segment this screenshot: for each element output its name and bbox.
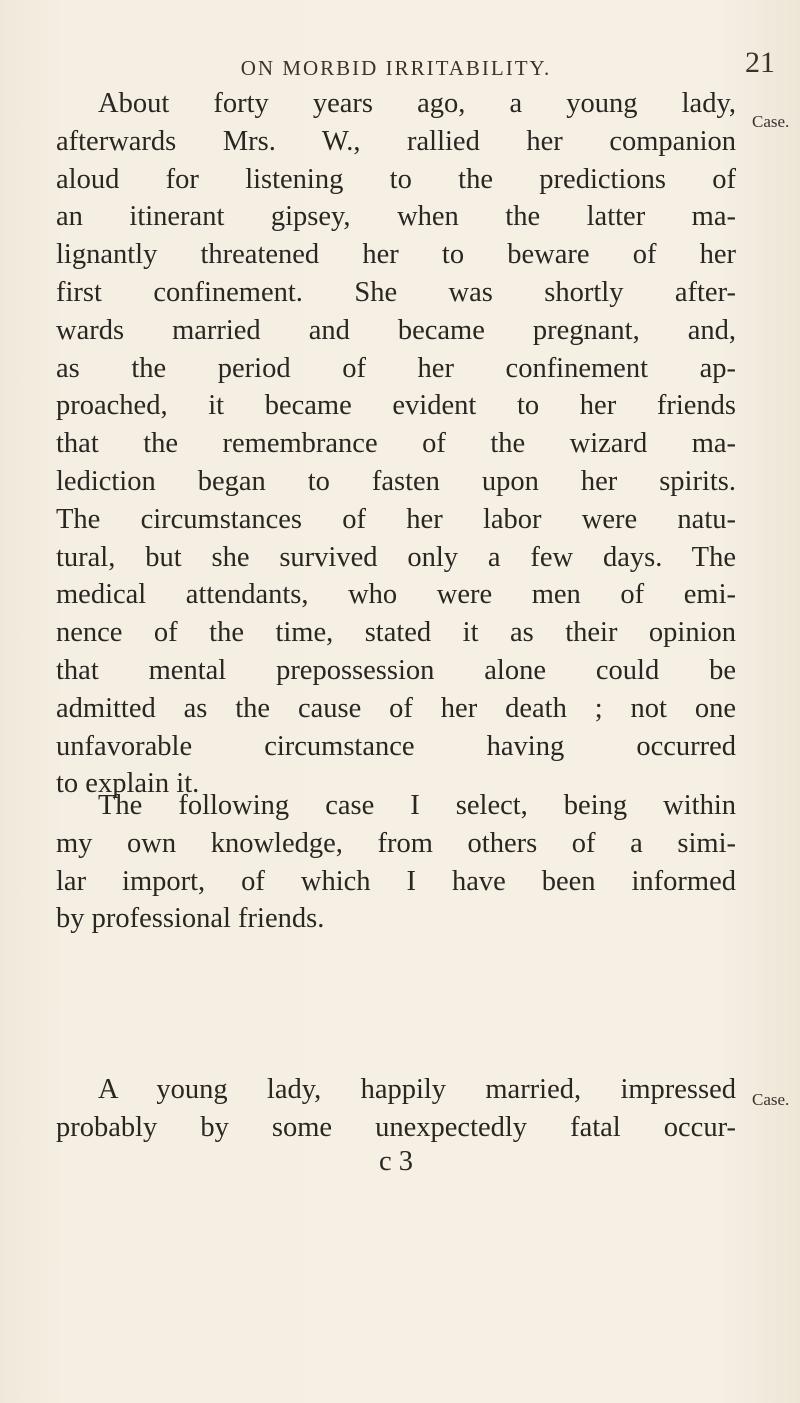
text-line: first confinement. She was shortly after- bbox=[56, 276, 736, 308]
text-line: that the remembrance of the wizard ma- bbox=[56, 428, 736, 460]
text-line: afterwards Mrs. W., rallied her companion bbox=[56, 125, 736, 157]
text-line: my own knowledge, from others of a simi- bbox=[56, 827, 736, 859]
text-line: an itinerant gipsey, when the latter ma- bbox=[56, 201, 736, 233]
text-line: admitted as the cause of her death ; not one bbox=[56, 692, 736, 724]
text-line: medical attendants, who were men of emi- bbox=[56, 579, 736, 611]
margin-note-case-1: Case. bbox=[752, 112, 790, 131]
text-line: lediction began to fasten upon her spirits. bbox=[56, 465, 736, 497]
text-line: that mental prepossession alone could be bbox=[56, 654, 736, 686]
text-line: by professional friends. bbox=[56, 903, 325, 935]
text-line: tural, but she survived only a few days. The bbox=[56, 541, 736, 573]
text-line: lar import, of which I have been informed bbox=[56, 865, 736, 897]
text-line: unfavorable circumstance having occurred bbox=[56, 730, 736, 762]
text-line: as the period of her confinement ap- bbox=[56, 352, 736, 384]
text-line: aloud for listening to the predictions of bbox=[56, 163, 736, 195]
text-line: wards married and became pregnant, and, bbox=[56, 314, 736, 346]
text-line: lignantly threatened her to beware of her bbox=[56, 239, 736, 271]
text-line: A young lady, happily married, impressed bbox=[98, 1074, 736, 1105]
text-line: probably by some unexpectedly fatal occur- bbox=[56, 1111, 736, 1143]
running-head: ON MORBID IRRITABILITY. bbox=[240, 56, 552, 80]
signature-mark: c 3 bbox=[378, 1146, 414, 1177]
paragraph-2 bbox=[56, 787, 736, 938]
paragraph-3 bbox=[56, 1071, 736, 1147]
text-line: The following case I select, being within bbox=[98, 790, 736, 821]
paragraph-1 bbox=[56, 85, 736, 803]
margin-note-case-2: Case. bbox=[752, 1090, 790, 1109]
text-line: About forty years ago, a young lady, bbox=[98, 88, 736, 119]
text-line: nence of the time, stated it as their opinion bbox=[56, 617, 736, 649]
text-line: proached, it became evident to her friends bbox=[56, 390, 736, 422]
text-line: to explain it. bbox=[56, 768, 200, 800]
page-number: 21 bbox=[745, 46, 775, 79]
text-line: The circumstances of her labor were natu- bbox=[56, 503, 736, 535]
